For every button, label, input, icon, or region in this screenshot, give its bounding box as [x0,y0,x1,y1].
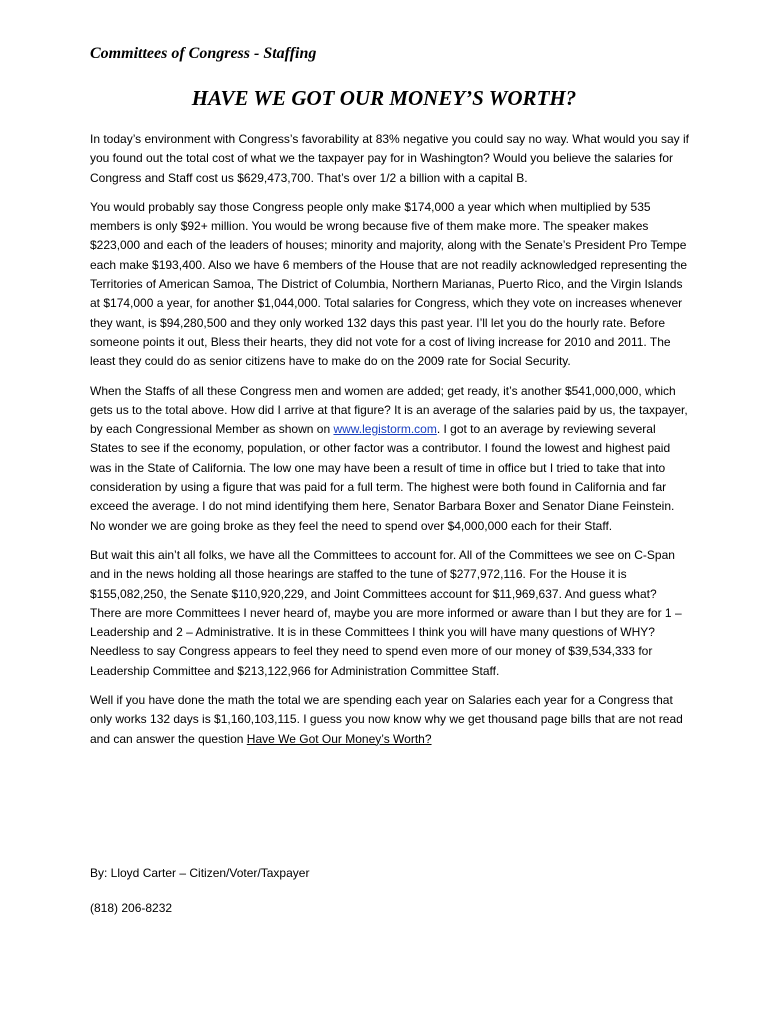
article-body [90,130,690,759]
paragraph-intro: In today’s environment with Congress’s favorability at 83% negative you could say no way. What would you say if you found out the total cost of what we the taxpayer pay for in Washington? Would you believe the salaries for Congress and Staff cost us $629,473,700. That’s over 1/2 a billion with a capital B. [90,132,689,185]
paragraph-staff-costs-start: When the Staffs of all these Congress men and women are added; get ready, it’s another $541,000,000, which gets us to the total above. How did I arrive at that figure? It is an average of the salaries paid by us, the taxpayer, by each Congressional Member as shown on [90,383,688,437]
author-phone: (818) 206-8232 [90,901,173,915]
paragraph-committees: But wait this ain’t all folks, we have all the Committees to account for. All of the Committees we see on C-Span and in the news holding all those hearings are staffed to the tune of $277,972,116. For the House it is $155,082,250, the Senate $110,920,229, and Joint Committees account for $11,969,637. And guess what? There are more Committees I never heard of, maybe you are more informed or aware than I but they are for 1 – Leadership and 2 – Administrative. It is in these Committees I think you will have many questions of WHY? Needless to say Congress appears to feel they need to spend even more of our money of $39,534,333 for Leadership Committee and $213,122,966 for Administration Committee Staff. [90,547,682,678]
document-header: Committees of Congress - Staffing [90,45,317,62]
paragraph-conclusion-text: Well if you have done the math the total we are spending each year on Salaries each year for a Congress that only works 132 days is $1,160,103,115. I guess you now know why we get thousand page bills that are not read and can answer the question [90,693,683,746]
author-signature: By: Lloyd Carter – Citizen/Voter/Taxpayer [90,866,310,880]
paragraph-congress-salaries: You would probably say those Congress people only make $174,000 a year which when multiplied by 535 members is only $92+ million. You would be wrong because five of them make more. The speaker makes $223,000 and each of the leaders of houses; minority and majority, along with the Senate’s President Pro Tempe each make $193,400. Also we have 6 members of the House that are not readily acknowledged representing the Territories of American Samoa, The District of Columbia, Northern Marianas, Puerto Rico, and the Virgin Islands at $174,000 a year, for another $1,044,000. Total salaries for Congress, which they vote on increases whenever they want, is $94,280,500 and they only worked 132 days this past year. I’ll let you do the hourly rate. Before someone points it out, Bless their hearts, they did not vote for a cost of living increase for 2010 and 2011. The least they could do as senior citizens have to make do on the 2009 rate for Social Security. [90,199,688,369]
paragraph-staff-costs-end: . I got to an average by reviewing several States to see if the economy, population, or other factor was a contributor. I found the lowest and highest paid was in the State of California. The low one may have been a result of time in office but I tried to take that into consideration by using a figure that was paid for a full term. The highest were both found in California and far exceed the average. I do not mind identifying them here, Senator Barbara Boxer and Senator Diane Feinstein. No wonder we are going broke as they feel the need to spend over $4,000,000 each for their Staff. [90,422,675,533]
legistorm-link[interactable]: www.legistorm.com [333,422,437,437]
underlined-question: Have We Got Our Money’s Worth? [246,731,432,746]
paragraph-staff-costs [90,382,690,536]
paragraph-conclusion [90,691,690,749]
page-title: HAVE WE GOT OUR MONEY’S WORTH? [191,86,577,110]
